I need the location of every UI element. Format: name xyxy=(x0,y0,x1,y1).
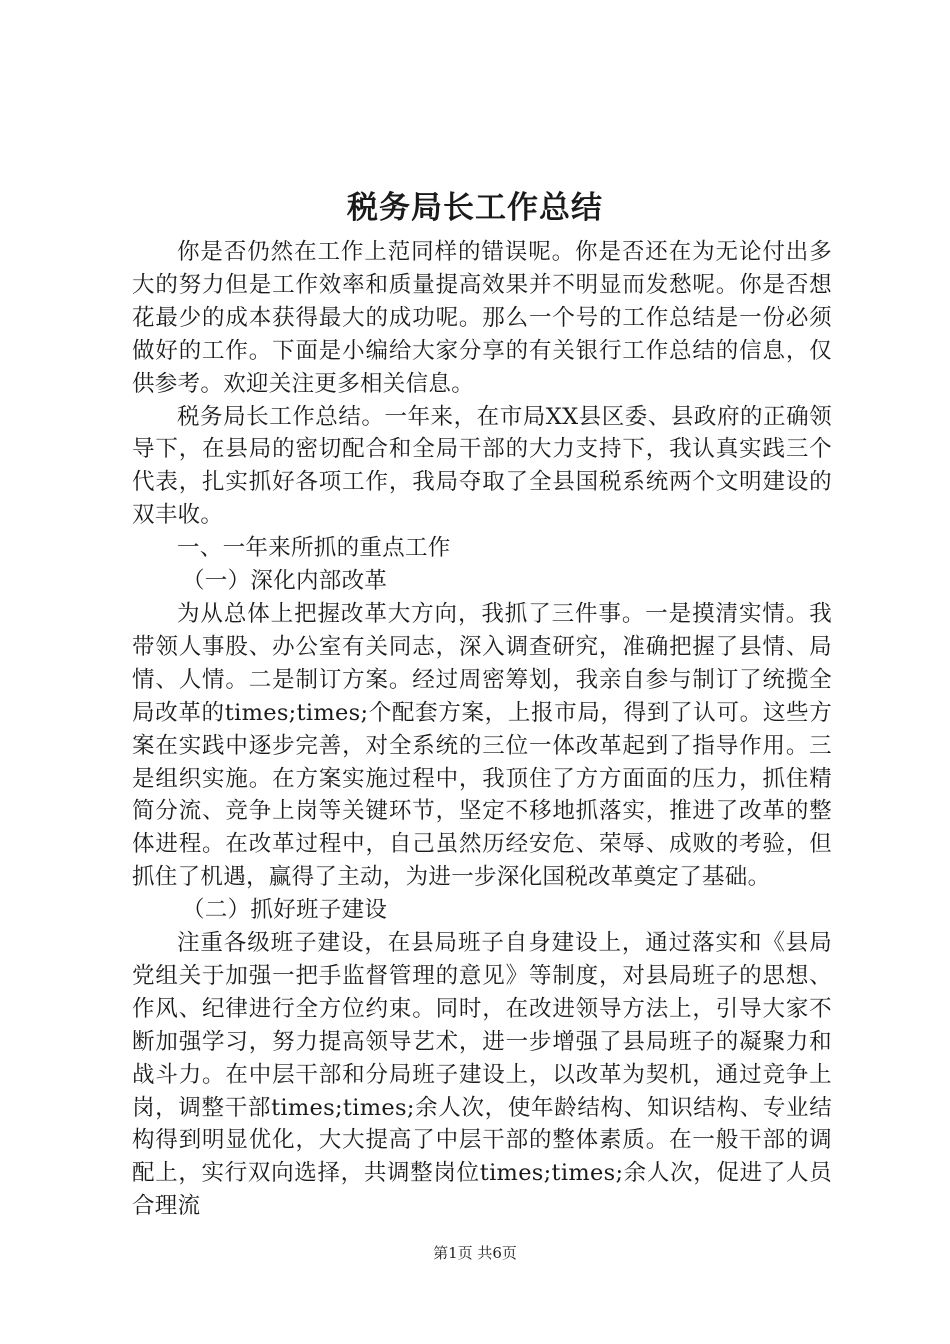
leadership-paragraph: 注重各级班子建设，在县局班子自身建设上，通过落实和《县局党组关于加强一把手监督管理的意见》等制度，对县局班子的思想、作风、纪律进行全方位约束。同时，在改进领导方法上，引导大家不断加强学习，努力提高领导艺术，进一步增强了县局班子的凝聚力和战斗力。在中层干部和分局班子建设上，以改革为契机，通过竞争上岗，调整干部times;times;余人次，使年龄结构、知识结构、专业结构得到明显优化，大大提高了中层干部的整体素质。在一般干部的调配上，实行双向选择，共调整岗位times;times;余人次，促进了人员合理流 xyxy=(132,930,832,1220)
document-body xyxy=(132,236,832,1223)
subsection-heading-reform: （一）深化内部改革 xyxy=(182,568,388,595)
subsection-heading-leadership: （二）抓好班子建设 xyxy=(182,897,388,924)
summary-paragraph: 税务局长工作总结。一年来，在市局XX县区委、县政府的正确领导下，在县局的密切配合和全局干部的大力支持下，我认真实践三个代表，扎实抓好各项工作，我局夺取了全县国税系统两个文明建设的双丰收。 xyxy=(132,403,832,529)
section-heading-key-work: 一、一年来所抓的重点工作 xyxy=(177,535,451,562)
reform-paragraph: 为从总体上把握改革大方向，我抓了三件事。一是摸清实情。我带领人事股、办公室有关同志，深入调查研究，准确把握了县情、局情、人情。二是制订方案。经过周密筹划，我亲自参与制订了统揽全局改革的times;times;个配套方案，上报市局，得到了认可。这些方案在实践中逐步完善，对全系统的三位一体改革起到了指导作用。三是组织实施。在方案实施过程中，我顶住了方方面面的压力，抓住精简分流、竞争上岗等关键环节，坚定不移地抓落实，推进了改革的整体进程。在改革过程中，自己虽然历经安危、荣辱、成败的考验，但抓住了机遇，赢得了主动，为进一步深化国税改革奠定了基础。 xyxy=(132,600,832,891)
intro-paragraph: 你是否仍然在工作上范同样的错误呢。你是否还在为无论付出多大的努力但是工作效率和质量提高效果并不明显而发愁呢。你是否想花最少的成本获得最大的成功呢。那么一个号的工作总结是一份必须做好的工作。下面是小编给大家分享的有关银行工作总结的信息，仅供参考。欢迎关注更多相关信息。 xyxy=(132,239,832,397)
page-number-footer: 第1页 共6页 xyxy=(433,1244,517,1262)
document-title: 税务局长工作总结 xyxy=(347,190,603,226)
